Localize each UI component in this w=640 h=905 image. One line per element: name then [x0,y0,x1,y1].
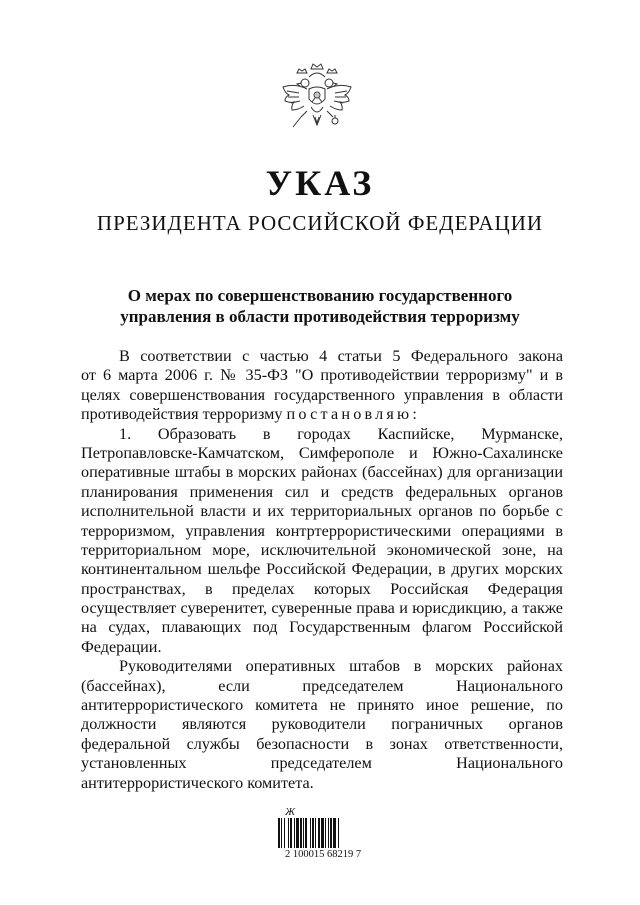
barcode-bar [288,818,289,848]
barcode-bar [325,818,326,848]
body-line: целях совершенствования государственного управления в области [81,385,563,404]
barcode-bar [300,818,302,848]
barcode-bar [312,818,314,848]
body-line: (бассейнах), если председателем Национального [81,676,563,695]
decree-heading [100,285,540,327]
heading-line: О мерах по совершенствованию государственного [127,286,513,305]
barcode-icon [278,818,364,848]
barcode-bar [315,818,316,848]
body-line: континентальном шельфе Российской Федерации, в других морских [81,560,563,579]
russian-coat-of-arms-icon [271,55,363,147]
barcode-bar [328,818,329,848]
document-subtitle: ПРЕЗИДЕНТА РОССИЙСКОЙ ФЕДЕРАЦИИ [96,211,544,235]
barcode-bar [296,818,299,848]
barcode-bar [284,818,285,848]
barcode-bar [330,818,332,848]
heading-line: управления в области противодействия терроризму [120,307,520,326]
barcode-bar [281,818,282,848]
body-line-text: противодействия терроризму [81,405,283,424]
body-line: исполнительной власти и их территориальных органов по борьбе с [81,502,563,521]
barcode-bar [290,818,292,848]
body-line: В соответствии с частью 4 статьи 5 Федерального закона [119,347,563,365]
body-line-with-decree [81,405,563,424]
body-line: 1. Образовать в городах Каспийске, Мурманске, [119,424,563,443]
registry-mark: Ж [285,806,296,818]
body-line: антитеррористического комитета не принято иное решение, по [81,696,563,715]
barcode-bar [294,818,295,848]
barcode-bar [338,818,339,848]
body-line: федеральной службы безопасности в зонах ответственности, [81,734,563,753]
body-line: антитеррористического комитета. [81,773,314,792]
decree-word: постановляю: [286,405,421,424]
body-line: осуществляет суверенитет, суверенные права и юрисдикцию, а также [81,599,563,618]
body-line: от 6 марта 2006 г. № 35-ФЗ "О противодействии терроризму" и в [81,366,563,385]
body-line: Федерации. [81,637,162,656]
body-line: оперативные штабы в морских районах (бассейнах) для организации [81,463,563,482]
barcode-bar [321,818,324,848]
body-line: на судах, плавающих под Государственным флагом Российской [81,618,563,637]
body-line: должности являются руководители пограничных органов [81,715,563,734]
barcode-bar [333,818,336,848]
barcode-bar [310,818,311,848]
body-line: Руководителями оперативных штабов в морских районах [119,657,563,676]
barcode-number: 2 100015 68219 7 [284,849,362,860]
body-line: пространствах, в пределах которых Российская Федерация [81,579,563,598]
decree-body [81,347,563,793]
body-line: терроризмом, управления контртеррористическими операциями в [81,521,563,540]
barcode-bar [278,818,280,848]
barcode-bar [318,818,320,848]
body-line: Петропавловске-Камчатском, Симферополе и Южно-Сахалинске [81,443,563,462]
body-line: территориальном море, исключительной экономической зоне, на [81,540,563,559]
body-line: планирования применения сил и средств федеральных органов [81,482,563,501]
body-line: установленных председателем Национального [81,754,563,773]
document-title: УКАЗ [265,163,375,203]
barcode-bar [305,818,307,848]
barcode-bar [303,818,304,848]
